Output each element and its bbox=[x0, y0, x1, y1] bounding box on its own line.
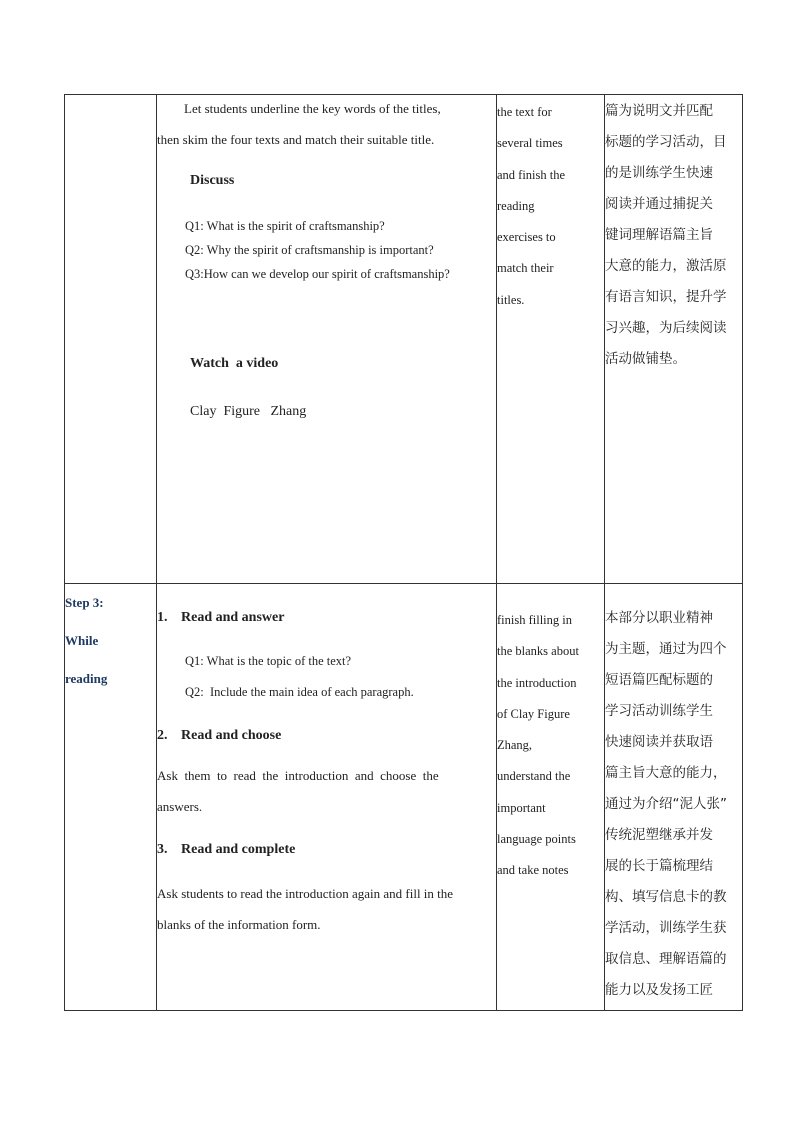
table-row bbox=[65, 584, 743, 1011]
table-row bbox=[65, 95, 743, 584]
task-text: Ask students to read the introduction again and fill in the blanks of the information form. bbox=[157, 886, 454, 932]
student-activity-cell: finish filling in the blanks about the introduction of Clay Figure Zhang, understand the important language points and take notes bbox=[497, 584, 605, 1011]
step-label: reading bbox=[65, 671, 108, 686]
question-item: Q3:How can we develop our spirit of craftsmanship? bbox=[185, 267, 450, 281]
step-cell-empty bbox=[65, 95, 157, 584]
task-heading: 2. Read and choose bbox=[157, 728, 282, 743]
answer-questions bbox=[157, 646, 496, 708]
task-heading: 1. Read and answer bbox=[157, 610, 285, 625]
question-item: Q2: Why the spirit of craftsmanship is important? bbox=[185, 243, 434, 257]
step-label: While bbox=[65, 633, 99, 648]
question-item: Q2: Include the main idea of each paragraph. bbox=[185, 685, 414, 699]
teacher-activity-cell bbox=[157, 95, 497, 584]
step-label: Step 3: bbox=[65, 595, 104, 610]
task-text: Ask them to read the introduction and choose the answers. bbox=[157, 768, 439, 814]
step-cell bbox=[65, 584, 157, 1011]
video-name: Clay Figure Zhang bbox=[190, 404, 307, 419]
task-heading: 3. Read and complete bbox=[157, 842, 296, 857]
student-activity-cell: the text for several times and finish the reading exercises to match their titles. bbox=[497, 95, 605, 584]
discuss-heading: Discuss bbox=[190, 173, 235, 188]
discuss-questions bbox=[157, 214, 496, 286]
video-heading: Watch a video bbox=[190, 356, 279, 371]
lesson-plan-table bbox=[64, 94, 743, 1011]
teacher-activity-cell bbox=[157, 584, 497, 1011]
intro-text: Let students underline the key words of the titles, then skim the four texts and match their suitable title. bbox=[157, 101, 441, 147]
purpose-cell: 本部分以职业精神 为主题，通过为四个 短语篇匹配标题的 学习活动训练学生 快速阅读并获取语 篇主旨大意的能力， 通过为介绍“泥人张” 传统泥塑继承并发 展的长于篇梳理结 构、填写信息卡的教 学活动，训练学生获 取信息、理解语篇的 能力以及发扬工匠 bbox=[605, 584, 743, 1011]
question-item: Q1: What is the spirit of craftsmanship? bbox=[185, 219, 385, 233]
question-item: Q1: What is the topic of the text? bbox=[185, 654, 352, 668]
purpose-cell: 篇为说明文并匹配 标题的学习活动，目 的是训练学生快速 阅读并通过捕捉关 键词理解语篇主旨 大意的能力，激活原 有语言知识，提升学 习兴趣，为后续阅读 活动做铺垫。 bbox=[605, 95, 743, 584]
